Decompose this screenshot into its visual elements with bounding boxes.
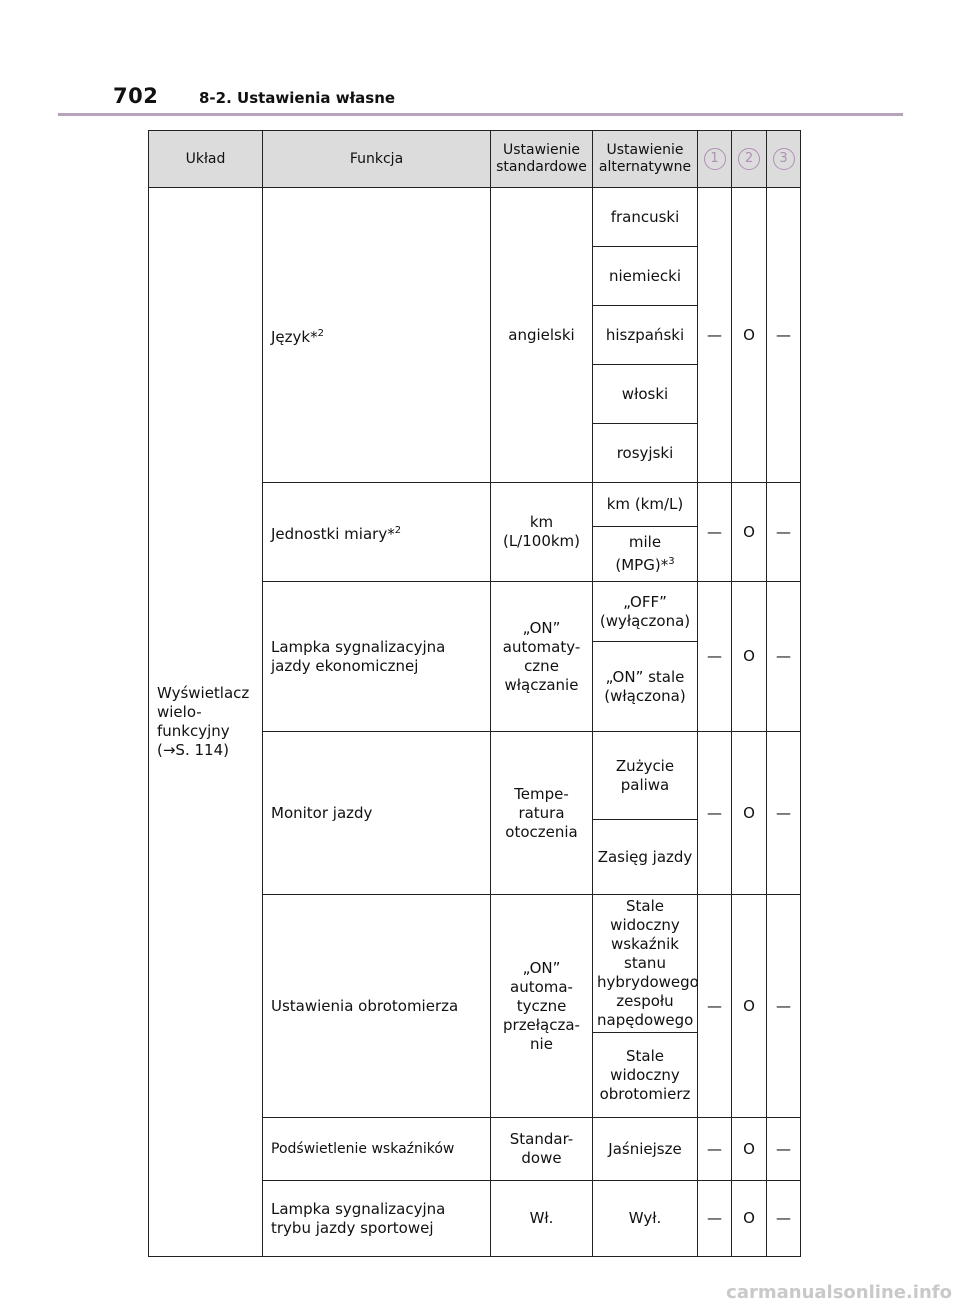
table-header-row xyxy=(149,131,801,188)
funkcja-obrotomierz: Ustawienia obrotomierza xyxy=(263,895,491,1118)
col-header-std: Ustawienie standardowe xyxy=(491,131,593,188)
alt-jednostki-2: mile (MPG)*$^3$ xyxy=(593,527,698,582)
std-jezyk: angielski xyxy=(491,188,593,483)
std-lampka-eko: „ON” automaty- czne włączanie xyxy=(491,582,593,732)
col-header-alt: Ustawienie alternatywne xyxy=(593,131,698,188)
col-header-funkcja: Funkcja xyxy=(263,131,491,188)
mark-jednostki-3: — xyxy=(767,483,801,582)
mark-podswietlenie-3: — xyxy=(767,1118,801,1181)
mark-lampka-eko-1: — xyxy=(698,582,732,732)
mark-lampka-eko-3: — xyxy=(767,582,801,732)
alt-jezyk-5: rosyjski xyxy=(593,424,698,483)
mark-lampka-sport-2: O xyxy=(732,1181,767,1257)
funkcja-jednostki: Jednostki miary*$^2$ xyxy=(263,483,491,582)
alt-obrotomierz-1: Stale widoczny wskaźnik stanu hybrydowego zespołu napędowego xyxy=(593,895,698,1033)
alt-lampka-sport: Wył. xyxy=(593,1181,698,1257)
settings-table xyxy=(148,130,801,1257)
mark-obrotomierz-1: — xyxy=(698,895,732,1118)
alt-obrotomierz-2: Stale widoczny obrotomierz xyxy=(593,1033,698,1118)
alt-jezyk-3: hiszpański xyxy=(593,306,698,365)
alt-lampka-eko-1: „OFF” (wyłączona) xyxy=(593,582,698,642)
alt-monitor-1: Zużycie paliwa xyxy=(593,732,698,820)
mark-lampka-eko-2: O xyxy=(732,582,767,732)
std-monitor: Tempe- ratura otoczenia xyxy=(491,732,593,895)
alt-podswietlenie: Jaśniejsze xyxy=(593,1118,698,1181)
funkcja-lampka-sport: Lampka sygnalizacyjna trybu jazdy sportowej xyxy=(263,1181,491,1257)
mark-podswietlenie-2: O xyxy=(732,1118,767,1181)
funkcja-monitor: Monitor jazdy xyxy=(263,732,491,895)
mark-lampka-sport-3: — xyxy=(767,1181,801,1257)
col-header-2 xyxy=(732,131,767,188)
page-number: 702 xyxy=(113,84,159,108)
funkcja-jezyk: Język*$^2$ xyxy=(263,188,491,483)
mark-lampka-sport-1: — xyxy=(698,1181,732,1257)
funkcja-podswietlenie: Podświetlenie wskaźników xyxy=(263,1118,491,1181)
circled-2-icon: 2 xyxy=(738,148,760,170)
mark-monitor-2: O xyxy=(732,732,767,895)
mark-obrotomierz-2: O xyxy=(732,895,767,1118)
circled-1-icon: 1 xyxy=(704,148,726,170)
mark-jezyk-3: — xyxy=(767,188,801,483)
mark-jednostki-1: — xyxy=(698,483,732,582)
mark-jezyk-1: — xyxy=(698,188,732,483)
std-jednostki: km (L/100km) xyxy=(491,483,593,582)
circled-3-icon: 3 xyxy=(773,148,795,170)
std-podswietlenie: Standar- dowe xyxy=(491,1118,593,1181)
section-title: 8-2. Ustawienia własne xyxy=(199,89,396,107)
watermark: carmanualsonline.info xyxy=(726,1282,952,1303)
mark-monitor-3: — xyxy=(767,732,801,895)
alt-monitor-2: Zasięg jazdy xyxy=(593,820,698,895)
alt-jezyk-2: niemiecki xyxy=(593,247,698,306)
funkcja-lampka-eko: Lampka sygnalizacyjna jazdy ekonomicznej xyxy=(263,582,491,732)
mark-jezyk-2: O xyxy=(732,188,767,483)
mark-podswietlenie-1: — xyxy=(698,1118,732,1181)
col-header-3 xyxy=(767,131,801,188)
std-obrotomierz: „ON” automa- tyczne przełącza- nie xyxy=(491,895,593,1118)
col-header-1 xyxy=(698,131,732,188)
std-lampka-sport: Wł. xyxy=(491,1181,593,1257)
col-header-uklad: Układ xyxy=(149,131,263,188)
alt-jezyk-4: włoski xyxy=(593,365,698,424)
table-row xyxy=(149,188,801,247)
header-rule xyxy=(58,113,903,116)
uklad-cell: Wyświetlacz wielo- funkcyjny (→S. 114) xyxy=(149,188,263,1257)
mark-jednostki-2: O xyxy=(732,483,767,582)
alt-jednostki-1: km (km/L) xyxy=(593,483,698,527)
mark-monitor-1: — xyxy=(698,732,732,895)
alt-jezyk-1: francuski xyxy=(593,188,698,247)
mark-obrotomierz-3: — xyxy=(767,895,801,1118)
alt-lampka-eko-2: „ON” stale (włączona) xyxy=(593,642,698,732)
